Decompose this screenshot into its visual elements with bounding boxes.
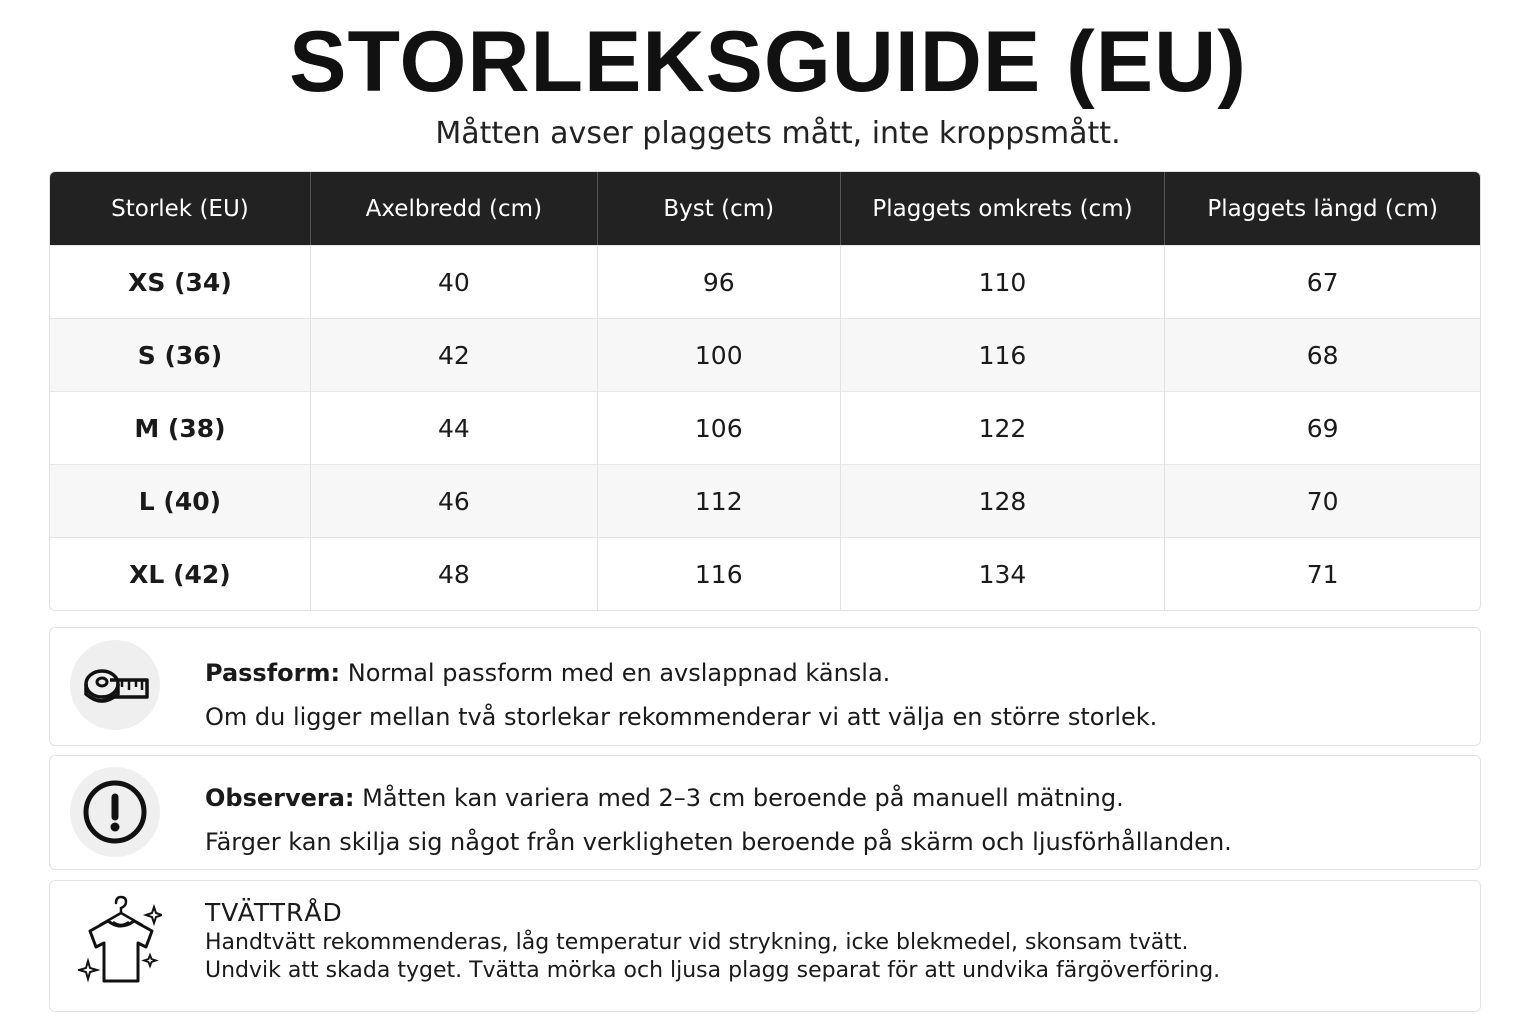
note-label: Observera: bbox=[205, 784, 355, 812]
tshirt-hanger-sparkle-icon bbox=[78, 895, 162, 987]
measuring-tape-icon bbox=[70, 640, 160, 730]
exclamation-circle-icon bbox=[70, 767, 160, 857]
length-cell: 67 bbox=[1165, 245, 1480, 318]
circumference-cell: 116 bbox=[841, 318, 1166, 391]
header-bust: Byst (cm) bbox=[598, 172, 841, 245]
wash-text-2: Undvik att skada tyget. Tvätta mörka och ljusa plagg separat för att undvika färgöverföring. bbox=[205, 958, 1221, 983]
table-row bbox=[50, 464, 1480, 537]
note-text-block bbox=[205, 776, 1460, 864]
wash-text: Handtvätt rekommenderas, låg temperatur vid strykning, icke blekmedel, skonsam tvätt. bbox=[205, 930, 1189, 955]
table-header-row bbox=[50, 172, 1480, 245]
circumference-cell: 134 bbox=[841, 537, 1166, 610]
size-cell: XS (34) bbox=[50, 245, 311, 318]
header-shoulder-width: Axelbredd (cm) bbox=[311, 172, 598, 245]
bust-cell: 100 bbox=[598, 318, 841, 391]
size-table bbox=[49, 171, 1481, 611]
bust-cell: 116 bbox=[598, 537, 841, 610]
shoulder-cell: 48 bbox=[311, 537, 598, 610]
length-cell: 71 bbox=[1165, 537, 1480, 610]
table-row bbox=[50, 245, 1480, 318]
fit-line-1 bbox=[205, 651, 1460, 695]
fit-text-block bbox=[205, 651, 1460, 739]
size-cell: XL (42) bbox=[50, 537, 311, 610]
bust-cell: 112 bbox=[598, 464, 841, 537]
wash-info-box bbox=[49, 880, 1481, 1012]
size-cell: L (40) bbox=[50, 464, 311, 537]
length-cell: 69 bbox=[1165, 391, 1480, 464]
note-info-box bbox=[49, 755, 1481, 870]
length-cell: 68 bbox=[1165, 318, 1480, 391]
wash-title: TVÄTTRÅD bbox=[205, 898, 343, 927]
table-row bbox=[50, 537, 1480, 610]
table-row bbox=[50, 391, 1480, 464]
circumference-cell: 110 bbox=[841, 245, 1166, 318]
page-subtitle: Måtten avser plaggets mått, inte kroppsmått. bbox=[435, 116, 1121, 151]
note-text-2: Färger kan skilja sig något från verkligheten beroende på skärm och ljusförhållanden. bbox=[205, 828, 1232, 856]
fit-label: Passform: bbox=[205, 659, 341, 687]
wash-text-block bbox=[205, 897, 1460, 985]
size-cell: M (38) bbox=[50, 391, 311, 464]
shoulder-cell: 46 bbox=[311, 464, 598, 537]
fit-text-2: Om du ligger mellan två storlekar rekommenderar vi att välja en större storlek. bbox=[205, 703, 1158, 731]
fit-text: Normal passform med en avslappnad känsla. bbox=[347, 659, 891, 687]
circumference-cell: 122 bbox=[841, 391, 1166, 464]
bust-cell: 96 bbox=[598, 245, 841, 318]
note-text: Måtten kan variera med 2–3 cm beroende på manuell mätning. bbox=[362, 784, 1124, 812]
header-size: Storlek (EU) bbox=[50, 172, 311, 245]
header-length: Plaggets längd (cm) bbox=[1165, 172, 1480, 245]
length-cell: 70 bbox=[1165, 464, 1480, 537]
circumference-cell: 128 bbox=[841, 464, 1166, 537]
shoulder-cell: 42 bbox=[311, 318, 598, 391]
page-title: STORLEKSGUIDE (EU) bbox=[289, 14, 1247, 110]
size-cell: S (36) bbox=[50, 318, 311, 391]
shoulder-cell: 40 bbox=[311, 245, 598, 318]
table-row bbox=[50, 318, 1480, 391]
shoulder-cell: 44 bbox=[311, 391, 598, 464]
header-circumference: Plaggets omkrets (cm) bbox=[841, 172, 1166, 245]
fit-info-box bbox=[49, 627, 1481, 746]
note-line-1 bbox=[205, 776, 1460, 820]
bust-cell: 106 bbox=[598, 391, 841, 464]
